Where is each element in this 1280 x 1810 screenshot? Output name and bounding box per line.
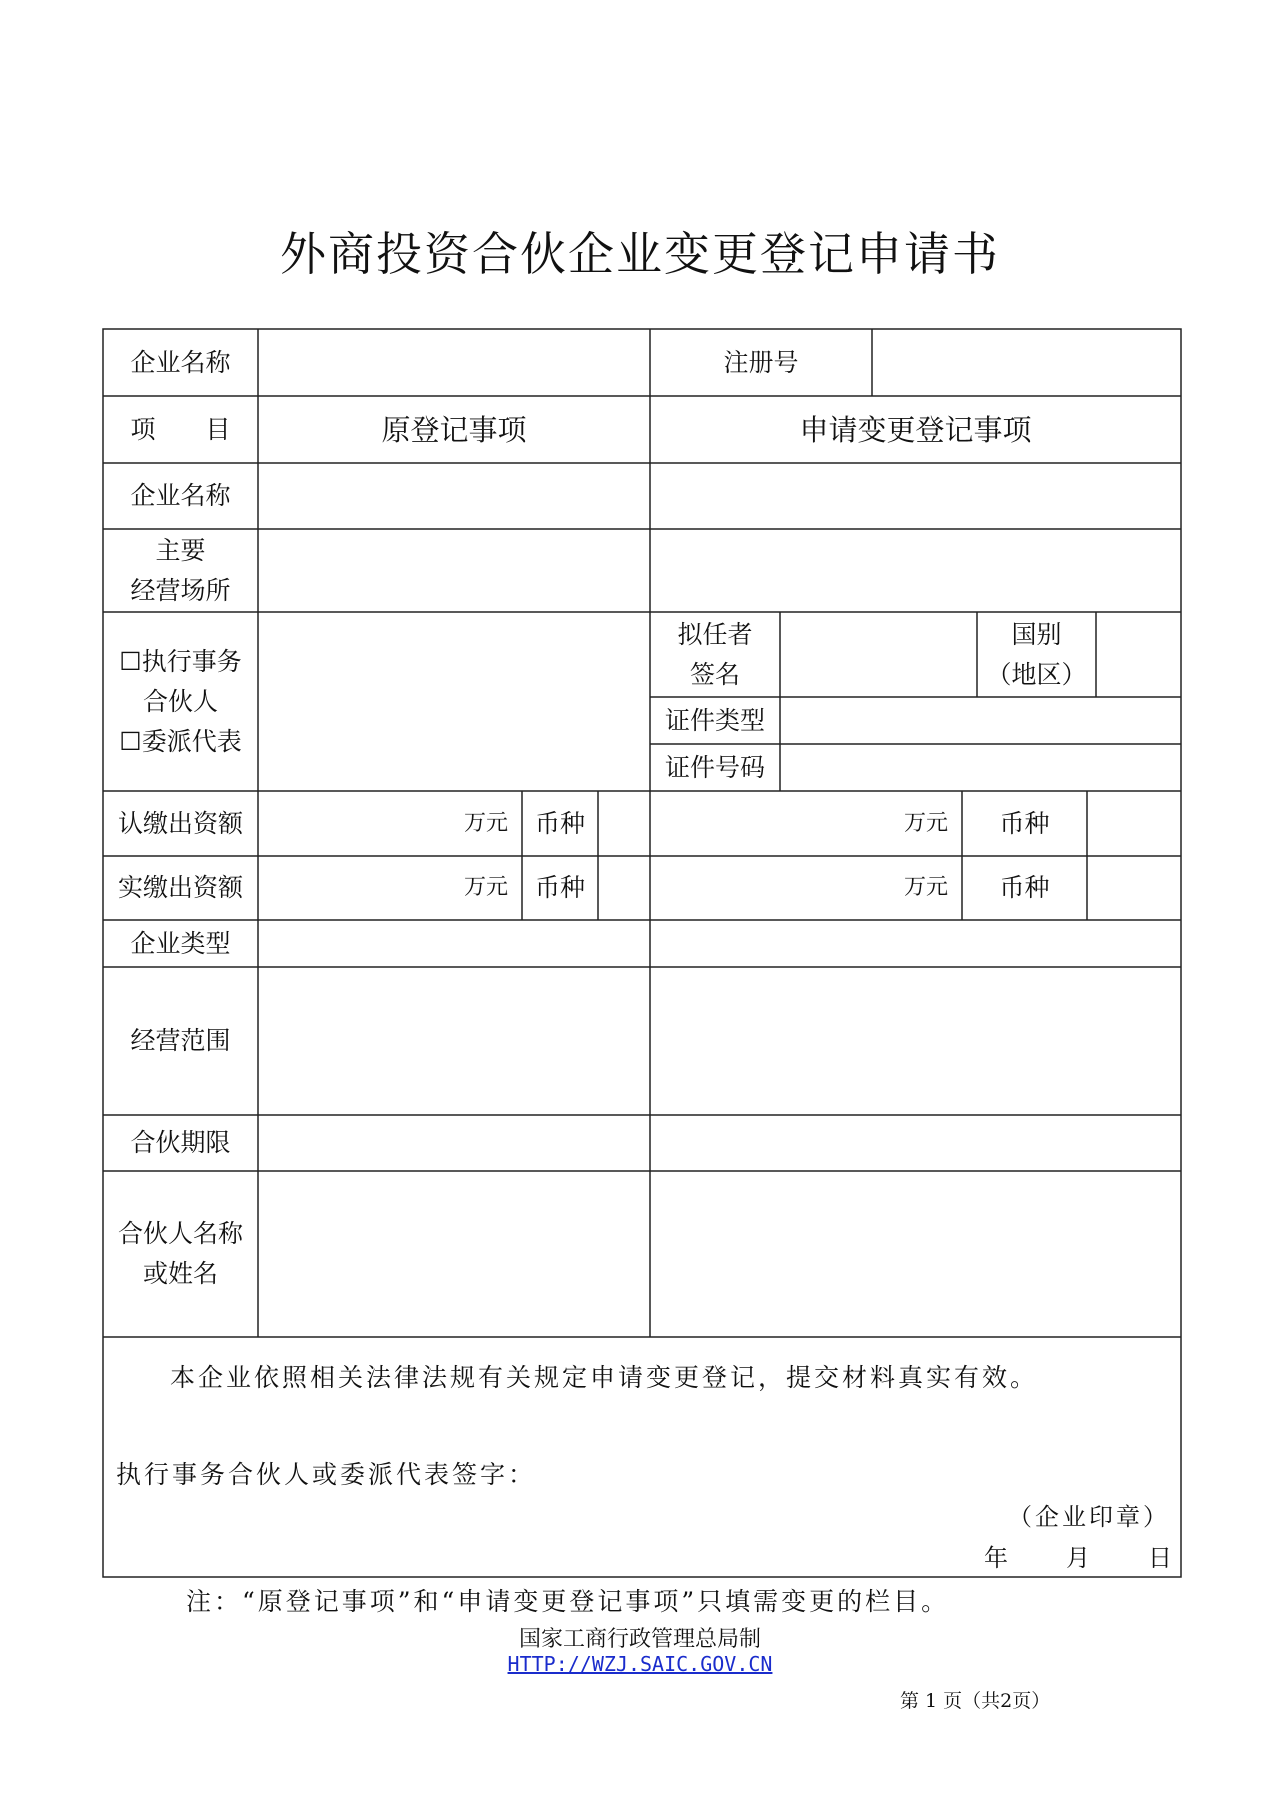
form-title: 外商投资合伙企业变更登记申请书 (280, 227, 1000, 281)
executive-partner-label: ☐执行事务 合伙人 ☐委派代表 (119, 646, 242, 756)
nominee-signature-label: 拟任者 签名 (677, 619, 753, 689)
signature-label: 执行事务合伙人或委派代表签字： (116, 1460, 537, 1489)
subscribed-capital-label: 认缴出资额 (117, 808, 243, 838)
business-scope-label: 经营范围 (130, 1026, 231, 1055)
nationality-label: 国别 （地区） (986, 619, 1087, 689)
paid-original-unit: 万元 (463, 875, 508, 900)
registration-no-label: 注册号 (723, 347, 799, 377)
paid-requested-currency-label: 币种 (999, 873, 1050, 902)
declaration-statement: 本企业依照相关法律法规有关规定申请变更登记，提交材料真实有效。 (170, 1363, 1039, 1392)
id-type-label: 证件类型 (664, 705, 765, 735)
page-number: 第 1 页（共2页） (900, 1690, 1051, 1712)
subscribed-original-unit: 万元 (463, 810, 508, 836)
paid-requested-unit: 万元 (903, 875, 948, 900)
enterprise-type-label: 企业类型 (130, 928, 231, 958)
year-label: 年 (984, 1544, 1008, 1572)
month-label: 月 (1066, 1544, 1090, 1572)
partner-names-label: 合伙人名称 或姓名 (117, 1219, 243, 1288)
item-label: 项 目 (130, 414, 231, 444)
date-line (984, 1538, 1172, 1573)
footnote: 注：“原登记事项”和“申请变更登记事项”只填需变更的栏目。 (186, 1587, 950, 1616)
paid-capital-label: 实缴出资额 (117, 873, 243, 902)
enterprise-name-row-label: 企业名称 (130, 481, 231, 510)
day-label: 日 (1148, 1544, 1172, 1572)
enterprise-name-label: 企业名称 (130, 347, 231, 377)
enterprise-seal-label: （企业印章） (1008, 1503, 1170, 1531)
subscribed-requested-currency-label: 币种 (999, 808, 1050, 838)
saic-website-link[interactable]: HTTP://WZJ.SAIC.GOV.CN (507, 1652, 773, 1676)
paid-original-currency-label: 币种 (534, 873, 585, 902)
requested-items-header: 申请变更登记事项 (799, 412, 1032, 447)
registration-no-field[interactable] (872, 329, 1181, 396)
main-premises-label: 主要 经营场所 (130, 535, 231, 605)
partnership-term-label: 合伙期限 (130, 1128, 231, 1157)
id-number-label: 证件号码 (664, 752, 765, 782)
enterprise-name-field[interactable] (258, 329, 650, 396)
original-items-header: 原登记事项 (381, 412, 527, 447)
issuer-text: 国家工商行政管理总局制 (518, 1627, 761, 1652)
subscribed-original-currency-label: 币种 (534, 808, 585, 838)
subscribed-requested-unit: 万元 (903, 810, 948, 836)
